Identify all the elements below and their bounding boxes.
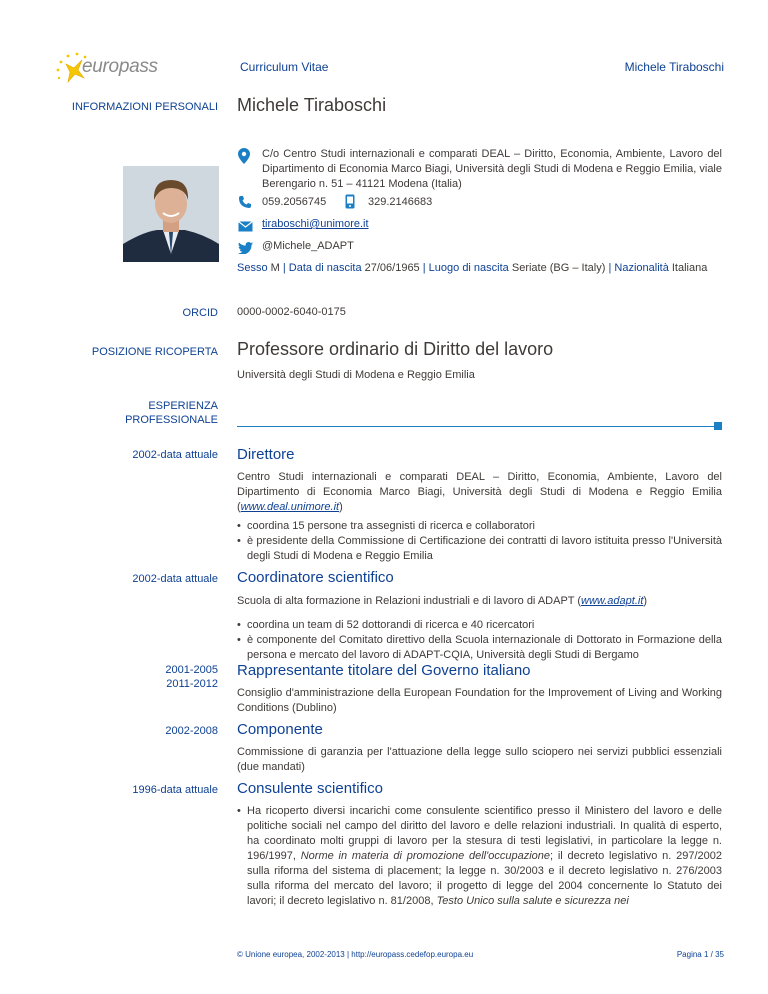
entry-title: Consulente scientifico (237, 780, 383, 797)
nationality-value: Italiana (671, 262, 708, 274)
personal-details (237, 261, 722, 276)
experience-label (28, 399, 218, 427)
position-title: Professore ordinario di Diritto del lavoro (237, 339, 554, 359)
sex-label: Sesso (237, 262, 268, 274)
sex-value: M (270, 262, 280, 274)
entry-title: Direttore (237, 446, 295, 463)
portrait-image (123, 166, 219, 262)
section-divider (237, 426, 714, 427)
person-name: Michele Tiraboschi (237, 95, 387, 115)
bullet-item: • è componente del Comitato direttivo della Scuola internazionale di Dottorato in Formazione della persona e mercato del lavoro di ADAPT-CQIA, Università degli Studi di Bergamo (237, 633, 722, 663)
orcid-value: 0000-0002-6040-0175 (237, 306, 346, 318)
experience-label-line2: PROFESSIONALE (125, 414, 218, 426)
entry-date (28, 663, 218, 691)
entry-description-text: ) (643, 595, 648, 607)
birth-date-value: 27/06/1965 (364, 262, 420, 274)
position-label: POSIZIONE RICOPERTA (91, 346, 218, 358)
email-link[interactable]: tiraboschi@unimore.it (262, 218, 369, 230)
birth-place-label: Luogo di nascita (428, 262, 509, 274)
entry-title: Rappresentante titolare del Governo italiano (237, 662, 531, 679)
entry-date: 2002-2008 (165, 725, 218, 737)
location-icon (238, 148, 250, 169)
bullet-text-italic: Testo Unico sulla salute e sicurezza nei (436, 895, 629, 907)
logo-text: europass (82, 56, 158, 77)
entry-date: 2002-data attuale (132, 449, 218, 461)
twitter-handle: @Michele_ADAPT (262, 240, 354, 252)
separator: | (422, 262, 426, 274)
header-name: Michele Tiraboschi (624, 60, 724, 74)
entry-date: 2002-data attuale (132, 573, 218, 585)
bullet-item (237, 804, 722, 909)
bullet-item: • coordina un team di 52 dottorandi di ricerca e 40 ricercatori (237, 618, 722, 633)
separator: | (282, 262, 286, 274)
orcid-label: ORCID (182, 307, 218, 319)
birth-date-label: Data di nascita (288, 262, 362, 274)
mobile-icon (345, 194, 355, 214)
header-title: Curriculum Vitae (240, 60, 329, 74)
entry-description (237, 470, 722, 515)
profile-photo (123, 166, 219, 262)
bullet-text-italic: Norme in materia di promozione dell'occupazione (300, 850, 550, 862)
bullet-text: Ha ricoperto diversi incarichi come consulente scientifico presso il Ministero del lavoro e delle politiche sociali nel campo del diritto del lavoro e delle relazioni industriali. In qualità di esperto, ha coordinato molti gruppi di lavoro per la stesura di testi legislativi, in particolare la legge n. 196/1997, (247, 805, 722, 862)
entry-description-text: Scuola di alta formazione in Relazioni industriali e di lavoro di ADAPT ( (237, 595, 582, 607)
email-icon (238, 219, 253, 237)
address-text: C/o Centro Studi internazionali e comparati DEAL – Diritto, Economia, Ambiente, Lavoro del Dipartimento di Economia Marco Biagi, Università degli Studi di Modena e Reggio Emilia, viale Berengario n. 51 – 41121 Modena (Italia) (262, 148, 722, 190)
birth-place-value: Seriate (BG – Italy) (511, 262, 606, 274)
nationality-label: Nazionalità (614, 262, 669, 274)
footer-copyright: © Unione europea, 2002-2013 | http://europass.cedefop.europa.eu (237, 950, 474, 959)
entry-bullets (237, 804, 722, 909)
position-org: Università degli Studi di Modena e Reggio Emilia (237, 369, 475, 381)
entry-title: Componente (237, 721, 323, 738)
phone-number: 059.2056745 (262, 196, 327, 208)
twitter-icon (238, 241, 253, 259)
entry-bullets (237, 618, 722, 663)
deal-link[interactable]: www.deal.unimore.it (240, 501, 340, 513)
personal-info-label: INFORMAZIONI PERSONALI (71, 101, 218, 113)
entry-date: 1996-data attuale (132, 784, 218, 796)
entry-date-line: 2011-2012 (166, 678, 218, 690)
separator: | (608, 262, 612, 274)
mobile-number: 329.2146683 (368, 196, 433, 208)
entry-date-line: 2001-2005 (165, 664, 218, 676)
entry-description-text: Centro Studi internazionali e comparati DEAL – Diritto, Economia, Ambiente, Lavoro del Dipartimento di Economia Marco Biagi, Università degli Studi di Modena e Reggio Emilia ( (237, 471, 722, 513)
europass-logo (52, 50, 162, 86)
phone-icon (238, 195, 252, 214)
bullet-item: • è presidente della Commissione di Certificazione dei contratti di lavoro istituita presso l'Università degli Studi di Modena e Reggio Emilia (237, 534, 722, 564)
bullet-text: ; il decreto legislativo n. 297/2002 sulla riforma del sistema di placement; la legge n. 30/2003 e il decreto legislativo n. 276/2003 sulla riforma del mercato del lavoro; il progetto di legge del 2004 concernente lo Statuto dei lavori; il decreto legislativo n. 81/2008, (247, 850, 722, 907)
entry-description (237, 594, 722, 609)
section-divider-marker (714, 422, 722, 430)
bullet-item: • coordina 15 persone tra assegnisti di ricerca e collaboratori (237, 519, 722, 534)
entry-description: Consiglio d'amministrazione della European Foundation for the Improvement of Living and Working Conditions (Dublino) (237, 687, 722, 714)
adapt-link[interactable]: www.adapt.it (581, 595, 644, 607)
entry-description-text: ) (339, 501, 343, 513)
entry-description: Commissione di garanzia per l'attuazione della legge sullo sciopero nei servizi pubblici essenziali (due mandati) (237, 746, 722, 773)
entry-bullets (237, 519, 722, 564)
footer-page-number: Pagina 1 / 35 (676, 950, 724, 959)
entry-title: Coordinatore scientifico (237, 569, 394, 586)
experience-label-line1: ESPERIENZA (148, 400, 218, 412)
